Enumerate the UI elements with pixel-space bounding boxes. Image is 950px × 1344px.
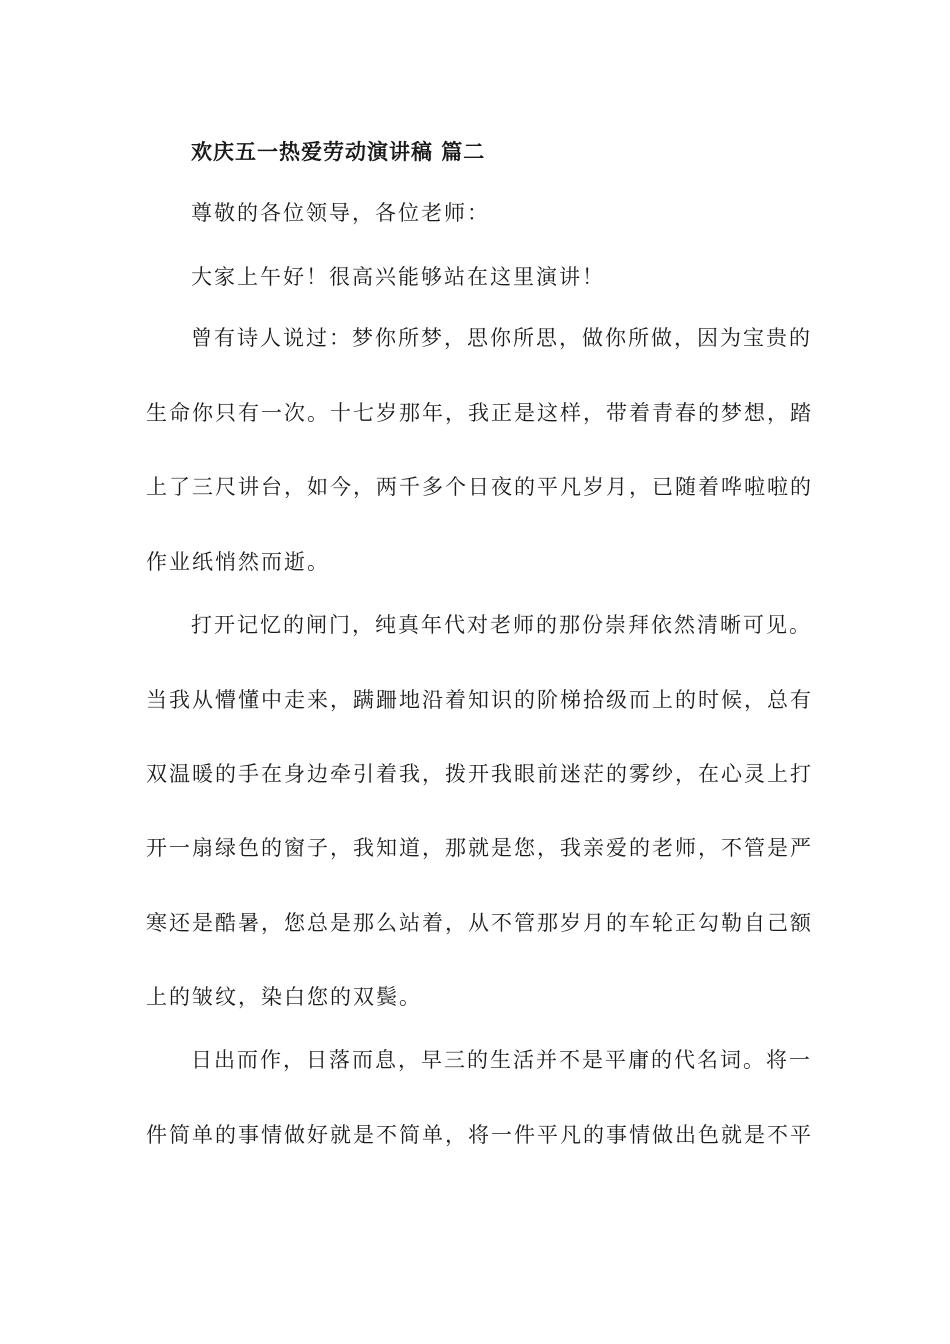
paragraph2-line6: 上的皱纹，染白您的双鬓。 xyxy=(146,985,422,1009)
paragraph1-line2: 生命你只有一次。十七岁那年，我正是这样，带着青春的梦想，踏 xyxy=(146,401,813,425)
document-title: 欢庆五一热爱劳动演讲稿 篇二 xyxy=(191,139,486,164)
greeting-line: 尊敬的各位领导，各位老师： xyxy=(191,201,490,225)
paragraph3-line1: 日出而作，日落而息，早三的生活并不是平庸的代名词。将一 xyxy=(191,1048,812,1072)
paragraph2-line2: 当我从懵懂中走来，蹒跚地沿着知识的阶梯拾级而上的时候，总有 xyxy=(146,688,813,712)
paragraph2-line1: 打开记忆的闸门，纯真年代对老师的那份崇拜依然清晰可见。 xyxy=(191,613,812,637)
paragraph3-line2: 件简单的事情做好就是不简单，将一件平凡的事情做出色就是不平 xyxy=(146,1123,813,1147)
paragraph2-line4: 开一扇绿色的窗子，我知道，那就是您，我亲爱的老师，不管是严 xyxy=(146,836,813,860)
paragraph2-line3: 双温暖的手在身边牵引着我，拨开我眼前迷茫的雾纱，在心灵上打 xyxy=(146,762,813,786)
paragraph2-line5: 寒还是酷暑，您总是那么站着，从不管那岁月的车轮正勾勒自己额 xyxy=(146,911,813,935)
paragraph1-line3: 上了三尺讲台，如今，两千多个日夜的平凡岁月，已随着哗啦啦的 xyxy=(146,475,813,499)
paragraph1-line1: 曾有诗人说过：梦你所梦，思你所思，做你所做，因为宝贵的 xyxy=(191,326,812,350)
opening-line: 大家上午好！很高兴能够站在这里演讲！ xyxy=(191,265,605,289)
paragraph1-line4: 作业纸悄然而逝。 xyxy=(146,550,330,574)
